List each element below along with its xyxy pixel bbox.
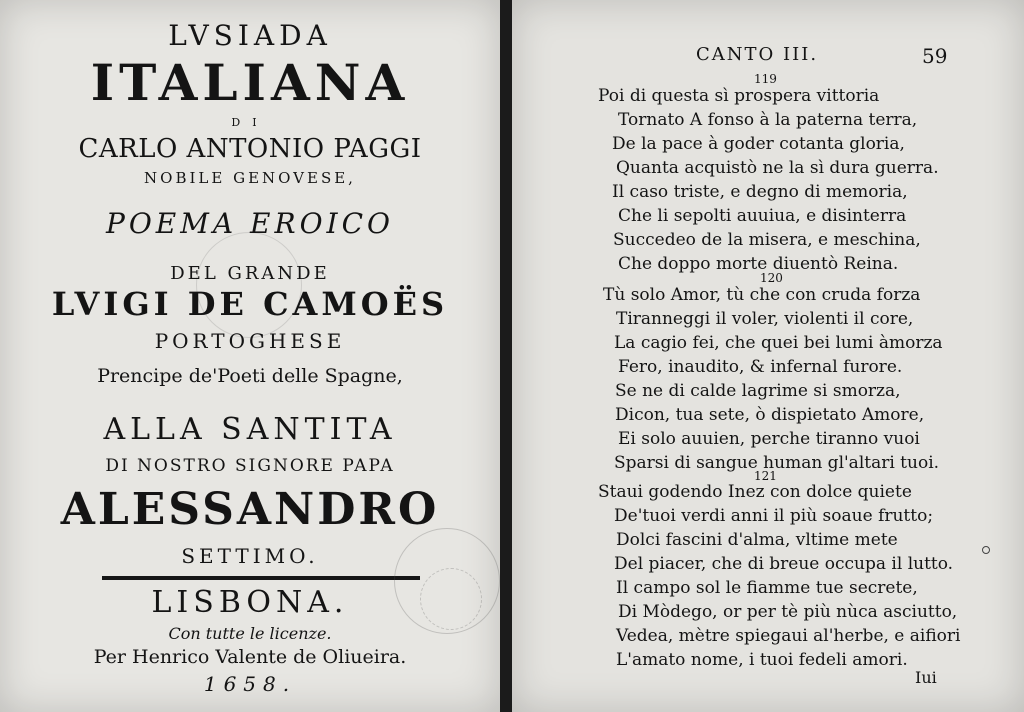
stanza-number: 120 — [760, 271, 783, 285]
nationality-line: PORTOGHESE — [154, 329, 346, 353]
verse-line: Ei solo auuien, perche tiranno vuoi — [618, 429, 920, 449]
verse-line: Di Mòdego, or per tè più nùca asciutto, — [618, 602, 958, 622]
dedication-pope: ALESSANDRO — [60, 484, 440, 535]
verse-line: Il campo sol le fiamme tue secrete, — [616, 578, 918, 598]
dedication-ordinal: SETTIMO. — [181, 544, 319, 568]
imprint-printer: Per Henrico Valente de Oliueira. — [93, 646, 407, 668]
title-lusiada: LVSIADA — [168, 19, 332, 52]
verse-line: Il caso triste, e degno di memoria, — [612, 182, 908, 202]
verse-line: Vedea, mètre spiegaui al'herbe, e aifiori — [616, 626, 961, 646]
dedication-line-1: ALLA SANTITA — [103, 412, 397, 447]
author-title: NOBILE GENOVESE, — [144, 169, 356, 187]
verse-line: Che li sepolti auuiua, e disinterra — [618, 206, 907, 226]
running-head: CANTO III. — [696, 44, 819, 65]
imprint-license: Con tutte le licenze. — [168, 624, 332, 643]
ink-dot — [982, 546, 990, 554]
verse-line: Del piacer, che di breue occupa il lutto. — [614, 554, 954, 574]
title-italiana: ITALIANA — [90, 53, 410, 112]
subject-name: LVIGI DE CAMOËS — [51, 285, 449, 323]
verse-line: Quanta acquistò ne la sì dura guerra. — [616, 158, 939, 178]
genre-line: POEMA EROICO — [106, 207, 394, 240]
catchword: Iui — [915, 668, 937, 687]
divider-rule — [102, 576, 420, 580]
del-grande-line: DEL GRANDE — [170, 263, 330, 284]
verse-line: Dolci fascini d'alma, vltime mete — [616, 530, 898, 550]
imprint-place: LISBONA. — [151, 585, 349, 620]
verse-line: Tiranneggi il voler, violenti il core, — [616, 309, 914, 329]
verse-line: Staui godendo Inez con dolce quiete — [598, 482, 912, 502]
imprint-year: 1658. — [203, 672, 297, 696]
verse-line: Tornato A fonso à la paterna terra, — [618, 110, 918, 130]
verse-line: Sparsi di sangue human gl'altari tuoi. — [614, 453, 940, 473]
verse-line: L'amato nome, i tuoi fedeli amori. — [616, 650, 908, 670]
verse-line: Tù solo Amor, tù che con cruda forza — [603, 285, 921, 305]
verse-line: Poi di questa sì prospera vittoria — [598, 86, 880, 106]
verse-line: Dicon, tua sete, ò dispietato Amore, — [615, 405, 925, 425]
author-name: CARLO ANTONIO PAGGI — [78, 134, 422, 164]
verse-line: Fero, inaudito, & infernal furore. — [618, 357, 903, 377]
verse-line: Se ne di calde lagrime si smorza, — [615, 381, 901, 401]
verse-line: De la pace à goder cotanta gloria, — [612, 134, 905, 154]
stanza-number: 121 — [754, 469, 777, 483]
verse-line: La cagio fei, che quei bei lumi àmorza — [614, 333, 943, 353]
library-stamp-inner — [420, 568, 482, 630]
dedication-line-2: DI NOSTRO SIGNORE PAPA — [105, 456, 395, 476]
page-number: 59 — [922, 44, 948, 68]
verse-line: Succedeo de la misera, e meschina, — [613, 230, 921, 250]
title-di: DI — [231, 116, 269, 129]
verse-line: Che doppo morte diuentò Reina. — [618, 254, 899, 274]
verse-line: De'tuoi verdi anni il più soaue frutto; — [614, 506, 934, 526]
subject-title: Prencipe de'Poeti delle Spagne, — [97, 365, 403, 387]
stanza-number: 119 — [754, 72, 777, 86]
